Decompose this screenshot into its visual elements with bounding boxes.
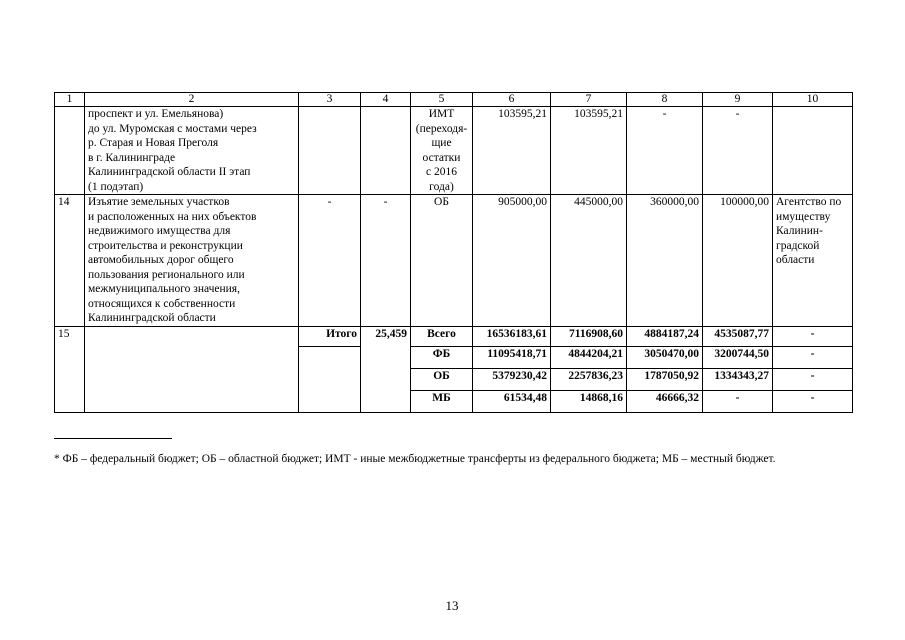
table-cell: - [361, 195, 411, 327]
table-cell: Агентство по имуществу Калинин- градской области [773, 195, 853, 327]
table-cell: Изъятие земельных участков и расположенных на них объектов недвижимого имущества для строительства и реконструкции автомобильных дорог общего пользования регионального или межмуниципального значения, относящихся к собственности Калининградской области [85, 195, 299, 327]
header-cell: 9 [703, 93, 773, 107]
table-cell: - [773, 368, 853, 390]
header-cell: 1 [55, 93, 85, 107]
table-cell: проспект и ул. Емельянова) до ул. Муромская с мостами через р. Старая и Новая Преголя в г. Калининграде Калининградской области II этап (1 подэтап) [85, 107, 299, 195]
table-cell: 3050470,00 [627, 346, 703, 368]
table-cell: 4535087,77 [703, 326, 773, 346]
table-cell: 11095418,71 [473, 346, 551, 368]
table-cell: 4884187,24 [627, 326, 703, 346]
header-cell: 5 [411, 93, 473, 107]
table-cell [361, 107, 411, 195]
budget-table [54, 92, 853, 413]
table-cell: 7116908,60 [551, 326, 627, 346]
table-cell: 100000,00 [703, 195, 773, 327]
table-cell [85, 326, 299, 412]
budget-type: ОБ [411, 368, 473, 390]
table-cell: 61534,48 [473, 390, 551, 412]
table-cell: 46666,32 [627, 390, 703, 412]
table-cell: 4844204,21 [551, 346, 627, 368]
budget-type: МБ [411, 390, 473, 412]
table-cell: 2257836,23 [551, 368, 627, 390]
table-cell [299, 346, 361, 412]
table-cell: 360000,00 [627, 195, 703, 327]
row-number: 14 [55, 195, 85, 327]
table-cell [773, 107, 853, 195]
table-cell: - [703, 107, 773, 195]
table-cell: - [627, 107, 703, 195]
table-cell [299, 107, 361, 195]
table-cell: ОБ [411, 195, 473, 327]
header-cell: 4 [361, 93, 411, 107]
table-cell: 1334343,27 [703, 368, 773, 390]
table-cell: - [773, 390, 853, 412]
header-cell: 8 [627, 93, 703, 107]
table-cell: - [773, 326, 853, 346]
footnote: * ФБ – федеральный бюджет; ОБ – областной бюджет; ИМТ - иные межбюджетные трансферты из федерального бюджета; МБ – местный бюджет. [54, 453, 776, 465]
table-cell: 905000,00 [473, 195, 551, 327]
table-cell: 5379230,42 [473, 368, 551, 390]
table-cell [55, 107, 85, 195]
table-cell: 103595,21 [473, 107, 551, 195]
total-length: 25,459 [361, 326, 411, 412]
table-cell: 103595,21 [551, 107, 627, 195]
header-cell: 3 [299, 93, 361, 107]
table-cell: ИМТ (переходя- щие остатки с 2016 года) [411, 107, 473, 195]
table-row-continuation [55, 107, 853, 195]
table-cell: 3200744,50 [703, 346, 773, 368]
header-cell: 10 [773, 93, 853, 107]
footnote-divider [54, 438, 172, 439]
table-cell: 16536183,61 [473, 326, 551, 346]
table-row-15-total [55, 326, 853, 346]
header-cell: 6 [473, 93, 551, 107]
header-cell: 2 [85, 93, 299, 107]
table-row-14 [55, 195, 853, 327]
table-cell: 14868,16 [551, 390, 627, 412]
header-row [55, 93, 853, 107]
table-cell: - [703, 390, 773, 412]
table-cell: - [773, 346, 853, 368]
table-cell: 1787050,92 [627, 368, 703, 390]
table-cell: 445000,00 [551, 195, 627, 327]
page-number: 13 [445, 598, 459, 613]
budget-type: ФБ [411, 346, 473, 368]
header-cell: 7 [551, 93, 627, 107]
budget-type: Всего [411, 326, 473, 346]
total-label: Итого [299, 326, 361, 346]
table-cell: - [299, 195, 361, 327]
row-number: 15 [55, 326, 85, 412]
